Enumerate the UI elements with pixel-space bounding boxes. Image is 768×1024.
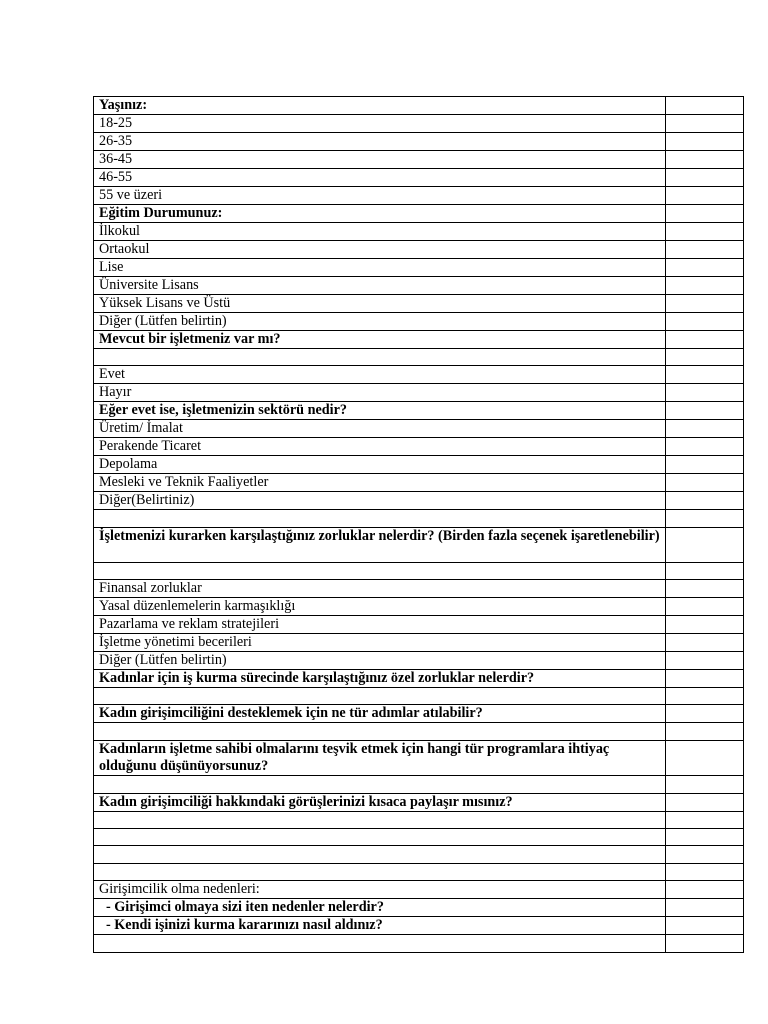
answer-cell[interactable]	[666, 115, 744, 133]
option-row	[94, 420, 744, 438]
answer-cell[interactable]	[666, 899, 744, 917]
question-text: Kadın girişimciliği hakkındaki görüşlerinizi kısaca paylaşır mısınız?	[94, 793, 666, 811]
blank-row	[94, 863, 744, 880]
option-row	[94, 615, 744, 633]
blank-cell	[94, 510, 666, 527]
blank-cell	[94, 828, 666, 845]
question-row	[94, 705, 744, 723]
option-text: - Girişimci olmaya sizi iten nedenler nelerdir?	[94, 899, 666, 917]
answer-cell[interactable]	[666, 313, 744, 331]
answer-cell[interactable]	[666, 633, 744, 651]
blank-cell	[94, 687, 666, 704]
option-text: 36-45	[94, 151, 666, 169]
blank-cell	[94, 562, 666, 579]
answer-cell[interactable]	[666, 492, 744, 510]
sub-question-row	[94, 899, 744, 917]
option-text: İlkokul	[94, 223, 666, 241]
answer-cell[interactable]	[666, 402, 744, 420]
answer-cell[interactable]	[666, 420, 744, 438]
blank-cell	[94, 349, 666, 366]
answer-cell[interactable]	[666, 863, 744, 880]
answer-cell[interactable]	[666, 669, 744, 687]
answer-cell[interactable]	[666, 151, 744, 169]
option-text: Pazarlama ve reklam stratejileri	[94, 615, 666, 633]
blank-cell	[94, 863, 666, 880]
option-text: Diğer(Belirtiniz)	[94, 492, 666, 510]
answer-cell[interactable]	[666, 366, 744, 384]
option-text: Üretim/ İmalat	[94, 420, 666, 438]
answer-cell[interactable]	[666, 597, 744, 615]
option-row	[94, 223, 744, 241]
option-text: Mesleki ve Teknik Faaliyetler	[94, 474, 666, 492]
sub-question-row	[94, 917, 744, 935]
blank-row	[94, 687, 744, 704]
blank-row	[94, 562, 744, 579]
answer-cell[interactable]	[666, 331, 744, 349]
option-row	[94, 277, 744, 295]
blank-cell	[94, 811, 666, 828]
answer-cell[interactable]	[666, 438, 744, 456]
blank-cell	[94, 723, 666, 740]
blank-row	[94, 846, 744, 863]
option-row	[94, 651, 744, 669]
answer-cell[interactable]	[666, 187, 744, 205]
answer-cell[interactable]	[666, 881, 744, 899]
answer-cell[interactable]	[666, 562, 744, 579]
answer-cell[interactable]	[666, 456, 744, 474]
option-row	[94, 259, 744, 277]
option-text: 55 ve üzeri	[94, 187, 666, 205]
answer-cell[interactable]	[666, 651, 744, 669]
answer-cell[interactable]	[666, 295, 744, 313]
option-row	[94, 133, 744, 151]
blank-row	[94, 510, 744, 527]
question-text: Kadınların işletme sahibi olmalarını teşvik etmek için hangi tür programlara ihtiyaç olduğunu düşünüyorsunuz?	[94, 740, 666, 775]
blank-cell	[94, 846, 666, 863]
answer-cell[interactable]	[666, 705, 744, 723]
option-text: Ortaokul	[94, 241, 666, 259]
answer-cell[interactable]	[666, 169, 744, 187]
answer-cell[interactable]	[666, 579, 744, 597]
option-text: Diğer (Lütfen belirtin)	[94, 651, 666, 669]
question-row	[94, 793, 744, 811]
answer-cell[interactable]	[666, 615, 744, 633]
answer-cell[interactable]	[666, 223, 744, 241]
option-row	[94, 241, 744, 259]
question-text: Kadınlar için iş kurma sürecinde karşılaştığınız özel zorluklar nelerdir?	[94, 669, 666, 687]
blank-row	[94, 935, 744, 952]
blank-cell	[94, 935, 666, 952]
option-row	[94, 597, 744, 615]
question-text: Eğer evet ise, işletmenizin sektörü nedir?	[94, 402, 666, 420]
option-text: Yasal düzenlemelerin karmaşıklığı	[94, 597, 666, 615]
option-row	[94, 633, 744, 651]
question-row	[94, 402, 744, 420]
question-text: Yaşınız:	[94, 97, 666, 115]
answer-cell[interactable]	[666, 776, 744, 793]
option-row	[94, 474, 744, 492]
question-row	[94, 97, 744, 115]
option-text: 46-55	[94, 169, 666, 187]
answer-cell[interactable]	[666, 349, 744, 366]
option-text: Girişimcilik olma nedenleri:	[94, 881, 666, 899]
option-text: Finansal zorluklar	[94, 579, 666, 597]
option-row	[94, 579, 744, 597]
answer-cell[interactable]	[666, 241, 744, 259]
option-text: Lise	[94, 259, 666, 277]
option-text: 18-25	[94, 115, 666, 133]
answer-cell[interactable]	[666, 97, 744, 115]
option-text: 26-35	[94, 133, 666, 151]
option-text: Hayır	[94, 384, 666, 402]
option-text: Perakende Ticaret	[94, 438, 666, 456]
answer-cell[interactable]	[666, 793, 744, 811]
option-row	[94, 313, 744, 331]
answer-cell[interactable]	[666, 811, 744, 828]
option-row	[94, 115, 744, 133]
option-text: Evet	[94, 366, 666, 384]
option-row	[94, 295, 744, 313]
answer-cell[interactable]	[666, 828, 744, 845]
blank-row	[94, 349, 744, 366]
question-text: Eğitim Durumunuz:	[94, 205, 666, 223]
survey-table	[93, 96, 744, 953]
option-row	[94, 366, 744, 384]
answer-cell[interactable]	[666, 277, 744, 295]
blank-row	[94, 776, 744, 793]
answer-cell[interactable]	[666, 133, 744, 151]
answer-cell[interactable]	[666, 723, 744, 740]
answer-cell[interactable]	[666, 510, 744, 527]
option-row	[94, 438, 744, 456]
option-row	[94, 456, 744, 474]
survey-table-body	[94, 97, 744, 953]
option-row	[94, 151, 744, 169]
question-row	[94, 740, 744, 775]
option-row	[94, 187, 744, 205]
option-row	[94, 169, 744, 187]
blank-row	[94, 828, 744, 845]
option-row	[94, 881, 744, 899]
question-text: Mevcut bir işletmeniz var mı?	[94, 331, 666, 349]
answer-cell[interactable]	[666, 259, 744, 277]
option-text: Üniversite Lisans	[94, 277, 666, 295]
option-row	[94, 384, 744, 402]
answer-cell[interactable]	[666, 917, 744, 935]
option-text: Depolama	[94, 456, 666, 474]
blank-row	[94, 723, 744, 740]
answer-cell[interactable]	[666, 846, 744, 863]
answer-cell[interactable]	[666, 687, 744, 704]
answer-cell[interactable]	[666, 527, 744, 562]
question-row	[94, 669, 744, 687]
answer-cell[interactable]	[666, 740, 744, 775]
answer-cell[interactable]	[666, 474, 744, 492]
answer-cell[interactable]	[666, 205, 744, 223]
blank-cell	[94, 776, 666, 793]
answer-cell[interactable]	[666, 935, 744, 952]
option-text: İşletme yönetimi becerileri	[94, 633, 666, 651]
option-text: Yüksek Lisans ve Üstü	[94, 295, 666, 313]
option-row	[94, 492, 744, 510]
option-text: Diğer (Lütfen belirtin)	[94, 313, 666, 331]
blank-row	[94, 811, 744, 828]
answer-cell[interactable]	[666, 384, 744, 402]
option-text: - Kendi işinizi kurma kararınızı nasıl aldınız?	[94, 917, 666, 935]
question-row	[94, 527, 744, 562]
question-row	[94, 331, 744, 349]
question-text: Kadın girişimciliğini desteklemek için ne tür adımlar atılabilir?	[94, 705, 666, 723]
question-text: İşletmenizi kurarken karşılaştığınız zorluklar nelerdir? (Birden fazla seçenek işaretlenebilir)	[94, 527, 666, 562]
question-row	[94, 205, 744, 223]
